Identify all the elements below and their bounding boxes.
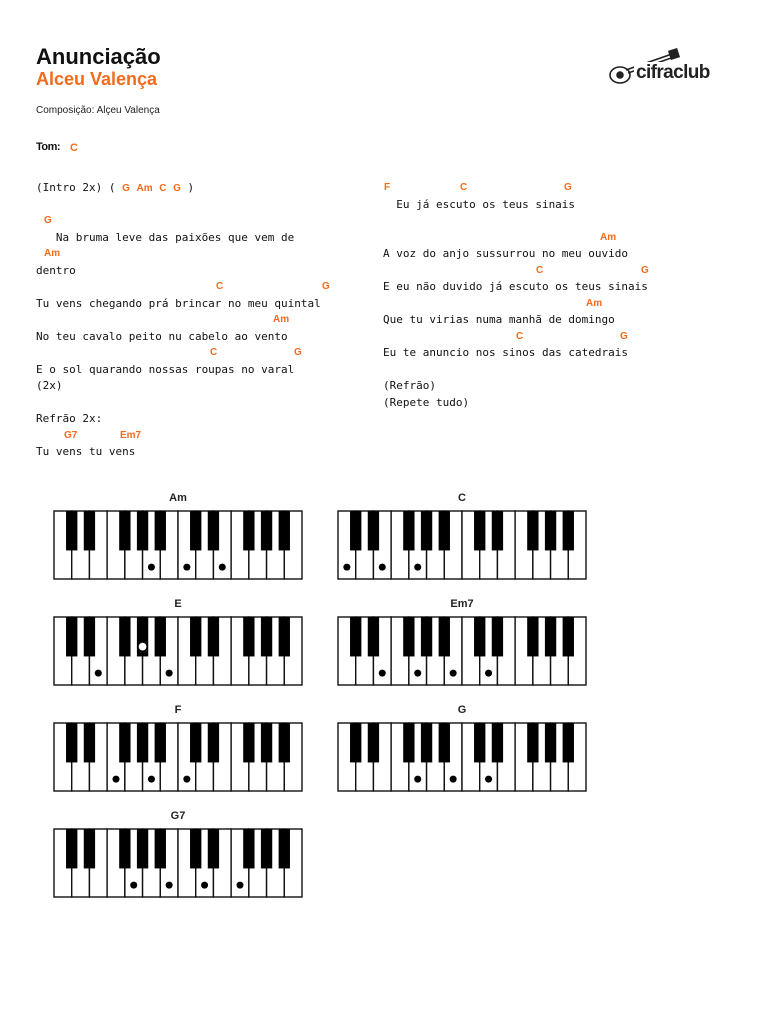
black-key xyxy=(66,723,77,762)
black-key xyxy=(563,723,574,762)
black-key xyxy=(243,829,254,868)
chord-symbol[interactable]: G xyxy=(322,281,330,292)
black-key xyxy=(66,829,77,868)
diagram-chord-name: G xyxy=(457,704,467,716)
black-key xyxy=(119,617,130,656)
composer-credit: Composição: Alçeu Valença xyxy=(36,105,160,116)
intro-prefix: (Intro 2x) ( xyxy=(36,181,116,194)
black-key xyxy=(243,511,254,550)
black-key xyxy=(474,617,485,656)
black-key xyxy=(527,511,538,550)
black-key xyxy=(492,723,503,762)
lyric-line: No teu cavalo peito nu cabelo ao vento xyxy=(36,329,288,343)
intro-chord[interactable]: G xyxy=(122,183,130,194)
cifraclub-logo[interactable] xyxy=(606,48,722,90)
lyric-line: (Refrão) xyxy=(383,379,436,392)
note-dot xyxy=(166,882,173,889)
black-key xyxy=(190,829,201,868)
note-dot xyxy=(183,564,190,571)
note-dot xyxy=(450,776,457,783)
lyric-line: (Repete tudo) xyxy=(383,395,470,409)
lyric-line: Na bruma leve das paixões que vem de xyxy=(36,230,295,244)
lyric-line: (2x) xyxy=(36,379,63,392)
lyric-line: Que tu virias numa manhã de domingo xyxy=(383,313,615,326)
black-key xyxy=(421,617,432,656)
note-dot xyxy=(485,670,492,677)
key-label: Tom: xyxy=(36,141,61,153)
note-dot xyxy=(450,670,457,677)
black-key xyxy=(84,829,95,868)
black-key xyxy=(545,617,556,656)
black-key xyxy=(403,511,414,550)
black-key xyxy=(439,723,450,762)
chord-symbol[interactable]: G xyxy=(294,347,302,358)
lyric-line: dentro xyxy=(36,263,76,277)
black-key xyxy=(137,829,148,868)
diagram-chord-name: F xyxy=(174,704,182,716)
black-key xyxy=(279,723,290,762)
black-key xyxy=(492,511,503,550)
piano-keyboard xyxy=(53,510,303,580)
chord-symbol[interactable]: C xyxy=(460,182,468,193)
piano-keyboard xyxy=(53,616,303,686)
note-dot xyxy=(183,776,190,783)
black-key xyxy=(66,617,77,656)
note-dot xyxy=(414,670,421,677)
black-key xyxy=(279,829,290,868)
black-key xyxy=(261,511,272,550)
black-key xyxy=(492,617,503,656)
lyric-line: Refrão 2x: xyxy=(36,412,103,425)
lyric-line: Tu vens tu vens xyxy=(36,445,136,458)
black-key xyxy=(208,723,219,762)
lyric-line: E eu não duvido já escuto os teus sinais xyxy=(383,280,648,293)
chord-symbol[interactable]: Am xyxy=(600,231,617,243)
intro-line xyxy=(36,181,194,194)
note-ring xyxy=(138,642,147,651)
black-key xyxy=(350,723,361,762)
chord-symbol[interactable]: Am xyxy=(44,248,61,259)
chord-symbol[interactable]: Am xyxy=(273,314,290,325)
note-dot xyxy=(485,776,492,783)
chord-symbol[interactable]: Am xyxy=(586,297,603,309)
black-key xyxy=(155,617,166,656)
chord-symbol[interactable]: F xyxy=(384,182,391,193)
chord-symbol[interactable]: C xyxy=(210,347,218,358)
black-key xyxy=(403,723,414,762)
black-key xyxy=(350,617,361,656)
chord-symbol[interactable]: G xyxy=(641,264,649,276)
diagram-chord-name: E xyxy=(174,598,182,610)
lyric-line: E o sol quarando nossas roupas no varal xyxy=(36,362,295,376)
note-dot xyxy=(414,564,421,571)
intro-chord[interactable]: Am xyxy=(136,183,153,194)
black-key xyxy=(545,511,556,550)
black-key xyxy=(421,723,432,762)
black-key xyxy=(421,511,432,550)
black-key xyxy=(243,617,254,656)
chord-symbol[interactable]: G xyxy=(564,182,572,193)
black-key xyxy=(279,617,290,656)
black-key xyxy=(155,723,166,762)
black-key xyxy=(119,511,130,550)
note-dot xyxy=(166,670,173,677)
black-key xyxy=(190,723,201,762)
diagram-chord-name: Am xyxy=(169,492,187,504)
note-dot xyxy=(343,564,350,571)
black-key xyxy=(474,723,485,762)
black-key xyxy=(190,617,201,656)
black-key xyxy=(119,723,130,762)
intro-chord[interactable]: C xyxy=(159,183,167,194)
black-key xyxy=(137,723,148,762)
chord-symbol[interactable]: C xyxy=(536,264,544,276)
black-key xyxy=(155,511,166,550)
note-dot xyxy=(148,776,155,783)
note-dot xyxy=(130,882,137,889)
black-key xyxy=(66,511,77,550)
song-title: Anunciação xyxy=(36,44,161,69)
black-key xyxy=(243,723,254,762)
black-key xyxy=(439,511,450,550)
black-key xyxy=(439,617,450,656)
black-key xyxy=(527,723,538,762)
black-key xyxy=(279,511,290,550)
piano-keyboard xyxy=(337,510,587,580)
diagram-chord-name: Em7 xyxy=(450,598,474,610)
black-key xyxy=(350,511,361,550)
black-key xyxy=(208,617,219,656)
chord-symbol[interactable]: G7 xyxy=(64,429,78,441)
diagram-chord-name: G7 xyxy=(170,810,186,822)
note-dot xyxy=(95,670,102,677)
piano-keyboard xyxy=(53,828,303,898)
black-key xyxy=(527,617,538,656)
piano-keyboard xyxy=(53,722,303,792)
note-dot xyxy=(113,776,120,783)
black-key xyxy=(84,617,95,656)
lyric-line: Eu te anuncio nos sinos das catedrais xyxy=(383,346,629,359)
intro-suffix: ) xyxy=(187,181,195,194)
black-key xyxy=(563,617,574,656)
black-key xyxy=(261,829,272,868)
intro-chord[interactable]: G xyxy=(173,183,181,194)
black-key xyxy=(155,829,166,868)
note-dot xyxy=(148,564,155,571)
chord-symbol[interactable]: G xyxy=(620,330,628,342)
black-key xyxy=(119,829,130,868)
note-dot xyxy=(414,776,421,783)
note-dot xyxy=(201,882,208,889)
black-key xyxy=(84,723,95,762)
black-key xyxy=(208,829,219,868)
note-dot xyxy=(219,564,226,571)
lyric-line: Tu vens chegando prá brincar no meu quintal xyxy=(36,296,321,310)
chord-symbol[interactable]: G xyxy=(44,215,52,226)
lyric-line: Eu já escuto os teus sinais xyxy=(383,197,576,211)
black-key xyxy=(84,511,95,550)
chord-symbol[interactable]: C xyxy=(516,330,524,342)
note-dot xyxy=(379,670,386,677)
chord-symbol[interactable]: Em7 xyxy=(120,429,142,441)
diagram-chord-name: C xyxy=(458,492,466,504)
piano-keyboard xyxy=(337,722,587,792)
logo-text: cifraclub xyxy=(636,62,710,83)
note-dot xyxy=(379,564,386,571)
black-key xyxy=(545,723,556,762)
black-key xyxy=(474,511,485,550)
black-key xyxy=(261,723,272,762)
key-value[interactable]: C xyxy=(70,142,78,154)
black-key xyxy=(368,617,379,656)
black-key xyxy=(137,511,148,550)
black-key xyxy=(403,617,414,656)
note-dot xyxy=(237,882,244,889)
black-key xyxy=(208,511,219,550)
piano-keyboard xyxy=(337,616,587,686)
black-key xyxy=(261,617,272,656)
lyric-line: A voz do anjo sussurrou no meu ouvido xyxy=(383,247,629,260)
artist-name[interactable]: Alceu Valença xyxy=(36,69,158,89)
black-key xyxy=(563,511,574,550)
black-key xyxy=(190,511,201,550)
black-key xyxy=(368,723,379,762)
chord-symbol[interactable]: C xyxy=(216,281,224,292)
black-key xyxy=(368,511,379,550)
